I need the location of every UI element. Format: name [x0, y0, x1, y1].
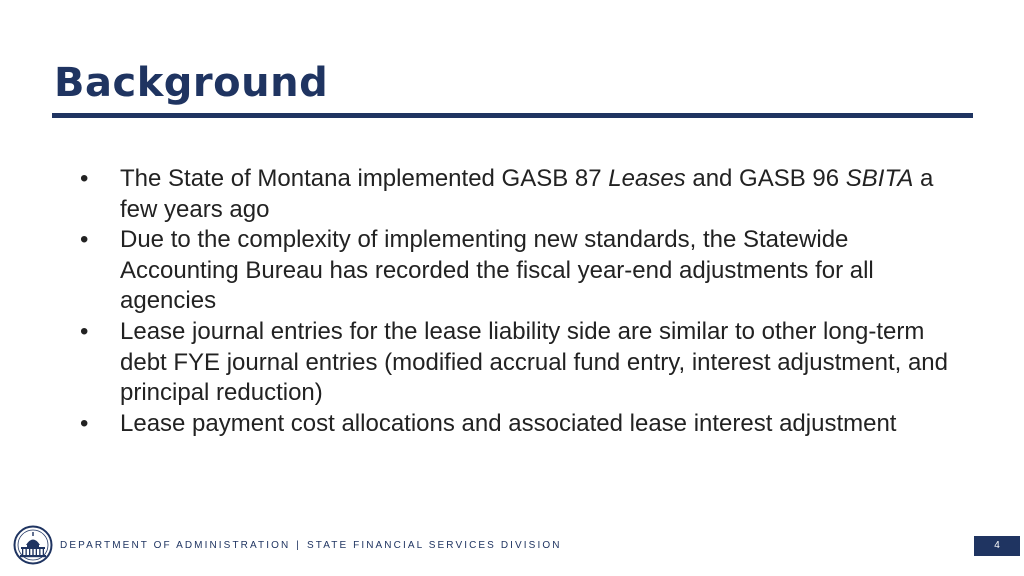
bullet-marker: • [80, 317, 89, 345]
bullet-item [80, 409, 960, 440]
bullet-item [80, 225, 960, 317]
bullet-text: a few years ago [120, 165, 934, 223]
title-underline [52, 113, 973, 118]
footer-division: STATE FINANCIAL SERVICES DIVISION [307, 540, 562, 551]
slide-title: Background [54, 60, 329, 106]
bullet-marker: • [80, 165, 89, 192]
bullet-marker: • [80, 226, 89, 254]
bullet-text: The State of Montana implemented GASB 87 [120, 165, 609, 192]
bullet-text-italic: Leases [608, 165, 686, 192]
bullet-text: Lease payment cost allocations and associated lease interest adjustment [120, 409, 897, 437]
bullet-item [80, 164, 960, 225]
footer-separator: | [296, 540, 301, 551]
capitol-seal-icon [13, 525, 53, 565]
bullet-item [80, 317, 960, 409]
page-number: 4 [974, 536, 1020, 556]
footer-text [60, 540, 562, 551]
bullet-text: Due to the complexity of implementing new standards, the Statewide Accounting Bureau has recorded the fiscal year-end adjustments for all agencies [120, 226, 874, 315]
footer-department: DEPARTMENT OF ADMINISTRATION [60, 540, 291, 551]
bullet-marker: • [80, 409, 89, 437]
bullet-text: Lease journal entries for the lease liability side are similar to other long-term debt FYE journal entries (modified accrual fund entry, interest adjustment, and principal reduction) [120, 317, 948, 407]
bullet-text: and GASB 96 [685, 165, 846, 192]
bullet-list [80, 164, 960, 439]
bullet-text-italic: SBITA [845, 165, 914, 192]
